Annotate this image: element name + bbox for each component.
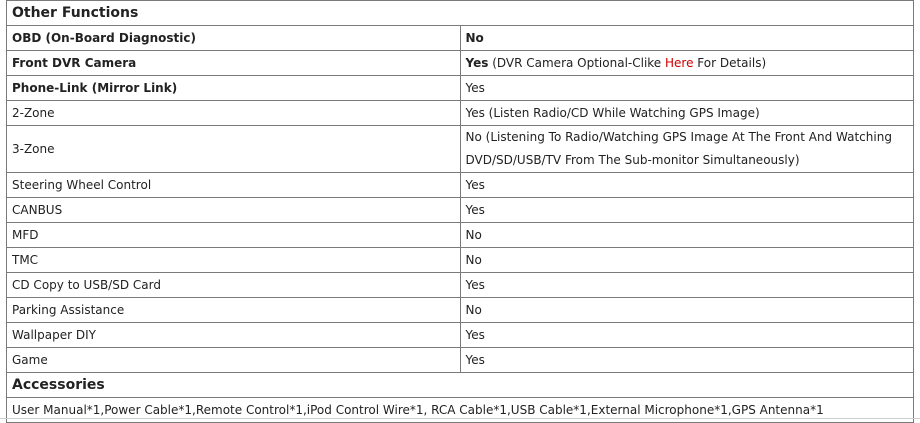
row-label: Front DVR Camera <box>7 51 461 76</box>
row-value: No <box>460 248 914 273</box>
section-title: Accessories <box>7 373 914 398</box>
row-value: Yes <box>460 76 914 101</box>
table-row <box>7 323 914 348</box>
spec-table-container <box>6 0 914 423</box>
row-label: Steering Wheel Control <box>7 173 461 198</box>
row-label: TMC <box>7 248 461 273</box>
accessories-list: User Manual*1,Power Cable*1,Remote Control*1,iPod Control Wire*1, RCA Cable*1,USB Cable*1,External Microphone*1,GPS Antenna*1 <box>7 398 914 423</box>
table-row <box>7 298 914 323</box>
row-value: Yes (Listen Radio/CD While Watching GPS Image) <box>460 101 914 126</box>
table-row <box>7 248 914 273</box>
row-value: No <box>460 26 914 51</box>
spec-table <box>6 0 914 423</box>
row-label: 3-Zone <box>7 126 461 173</box>
page-divider <box>0 418 920 419</box>
row-label: Wallpaper DIY <box>7 323 461 348</box>
row-value: Yes <box>460 273 914 298</box>
table-row <box>7 198 914 223</box>
value-text: (DVR Camera Optional-Clike <box>488 56 665 70</box>
section-title: Other Functions <box>7 1 914 26</box>
table-row <box>7 126 914 173</box>
row-label: Parking Assistance <box>7 298 461 323</box>
section-header-accessories <box>7 373 914 398</box>
row-value: No <box>460 223 914 248</box>
row-label: OBD (On-Board Diagnostic) <box>7 26 461 51</box>
row-value: No <box>460 298 914 323</box>
table-row <box>7 26 914 51</box>
row-value: No (Listening To Radio/Watching GPS Image At The Front And Watching DVD/SD/USB/TV From The Sub-monitor Simultaneously) <box>460 126 914 173</box>
table-row <box>7 76 914 101</box>
row-value: Yes <box>460 198 914 223</box>
row-label: 2-Zone <box>7 101 461 126</box>
row-value: Yes <box>460 323 914 348</box>
row-label: Phone-Link (Mirror Link) <box>7 76 461 101</box>
row-value <box>460 51 914 76</box>
row-value: Yes <box>460 348 914 373</box>
row-label: CANBUS <box>7 198 461 223</box>
value-bold: Yes <box>465 56 489 70</box>
table-row <box>7 223 914 248</box>
row-label: Game <box>7 348 461 373</box>
row-value: Yes <box>460 173 914 198</box>
table-row <box>7 273 914 298</box>
table-row <box>7 173 914 198</box>
table-row <box>7 348 914 373</box>
table-row <box>7 101 914 126</box>
row-label: MFD <box>7 223 461 248</box>
section-header-other-functions <box>7 1 914 26</box>
here-link[interactable]: Here <box>665 56 694 70</box>
row-label: CD Copy to USB/SD Card <box>7 273 461 298</box>
table-row <box>7 51 914 76</box>
value-text: For Details) <box>693 56 767 70</box>
